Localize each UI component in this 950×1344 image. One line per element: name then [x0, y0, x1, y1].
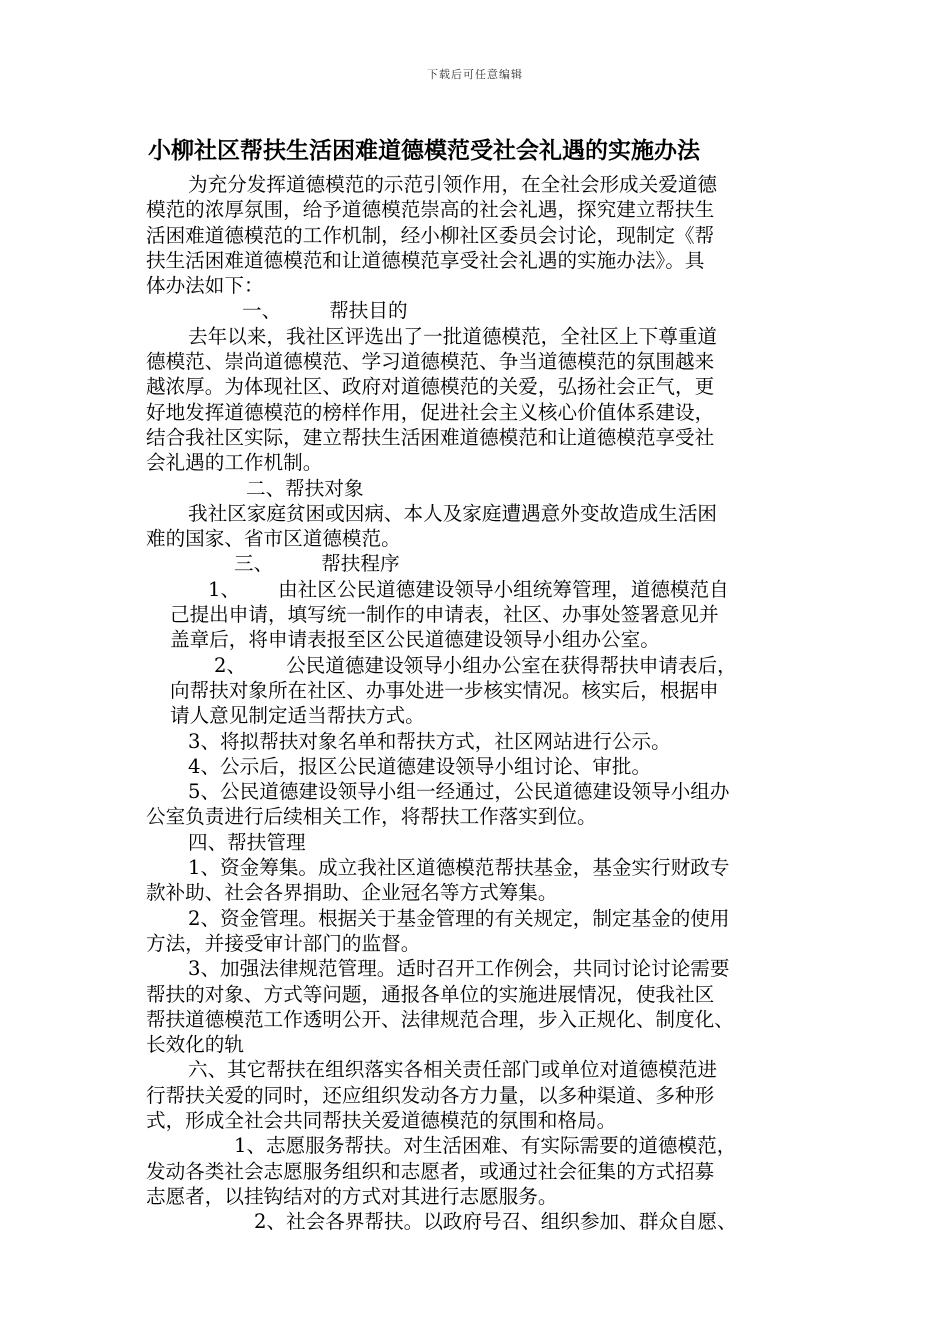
paragraph-line: 发动各类社会志愿服务组织和志愿者，或通过社会征集的方式招募: [146, 1159, 715, 1183]
list-item-line: 2、资金管理。根据关于基金管理的有关规定，制定基金的使用: [188, 906, 730, 930]
paragraph-line: 活困难道德模范的工作机制，经小柳社区委员会讨论，现制定《帮: [146, 223, 715, 247]
list-item-line: [146, 653, 818, 678]
list-item-line: 5、公民道德建设领导小组一经通过，公民道德建设领导小组办: [188, 780, 730, 804]
section-heading-3: [146, 551, 818, 576]
list-number: 1、: [208, 577, 241, 601]
section-heading-4: 四、帮扶管理: [188, 830, 306, 854]
paragraph-line: 体办法如下：: [146, 274, 264, 298]
section-number: 一、: [242, 299, 282, 323]
list-item-line: [146, 577, 818, 602]
list-item-line: 3、将拟帮扶对象名单和帮扶方式，社区网站进行公示。: [188, 729, 671, 753]
paragraph-line: 结合我社区实际，建立帮扶生活困难道德模范和让道德模范享受社: [146, 425, 715, 449]
paragraph-line: 志愿者，以挂钩结对的方式对其进行志愿服务。: [146, 1184, 558, 1208]
section-heading-2: 二、帮扶对象: [246, 476, 364, 500]
document-body: [146, 172, 818, 1234]
paragraph-line: 模范的浓厚氛围，给予道德模范崇高的社会礼遇，探究建立帮扶生: [146, 198, 715, 222]
paragraph-line: 行帮扶关爱的同时，还应组织发动各方力量，以多种渠道、多种形: [146, 1083, 715, 1107]
paragraph-line: 帮扶道德模范工作透明公开、法律规范合理，步入正规化、制度化、: [146, 1007, 734, 1031]
paragraph-line: 德模范、崇尚道德模范、学习道德模范、争当道德模范的氛围越来: [146, 350, 715, 374]
document-title: 小柳社区帮扶生活困难道德模范受社会礼遇的实施办法: [148, 138, 700, 164]
paragraph-line: 向帮扶对象所在社区、办事处进一步核实情况。核实后，根据申: [170, 678, 719, 702]
list-item-line: 2、社会各界帮扶。以政府号召、组织参加、群众自愿、: [254, 1210, 737, 1234]
paragraph-line: 难的国家、省市区道德模范。: [146, 527, 401, 551]
paragraph-line: 会礼遇的工作机制。: [146, 451, 323, 475]
paragraph-line: 方法，并接受审计部门的监督。: [146, 931, 421, 955]
section-heading-1: [146, 298, 818, 323]
list-text: 由社区公民道德建设领导小组统筹管理，道德模范自: [278, 577, 729, 601]
paragraph-line: 好地发挥道德模范的榜样作用，促进社会主义核心价值体系建设，: [146, 400, 715, 424]
paragraph-line: 长效化的轨: [146, 1033, 244, 1057]
section-title: 帮扶程序: [321, 552, 400, 576]
paragraph-line: 盖章后，将申请表报至区公民道德建设领导小组办公室。: [170, 628, 660, 652]
list-item-line: 4、公示后，报区公民道德建设领导小组讨论、审批。: [188, 754, 652, 778]
list-item-line: 1、资金筹集。成立我社区道德模范帮扶基金，基金实行财政专: [188, 856, 730, 880]
paragraph-line: 扶生活困难道德模范和让道德模范享受社会礼遇的实施办法》。具: [146, 248, 705, 272]
paragraph-line: 去年以来，我社区评选出了一批道德模范，全社区上下尊重道: [188, 324, 718, 348]
section-heading-6: 六、其它帮扶在组织落实各相关责任部门或单位对道德模范进: [188, 1058, 718, 1082]
list-item-line: 1、志愿服务帮扶。对生活困难、有实际需要的道德模范，: [234, 1134, 737, 1158]
list-text: 公民道德建设领导小组办公室在获得帮扶申请表后，: [286, 653, 737, 677]
paragraph-line: 为充分发挥道德模范的示范引领作用，在全社会形成关爱道德: [188, 173, 718, 196]
list-number: 2、: [214, 653, 247, 677]
header-note: 下载后可任意编辑: [427, 68, 523, 81]
paragraph-line: 请人意见制定适当帮扶方式。: [170, 704, 425, 728]
list-item-line: 3、加强法律规范管理。适时召开工作例会，共同讨论讨论需要: [188, 957, 730, 981]
paragraph-line: 公室负责进行后续相关工作，将帮扶工作落实到位。: [146, 805, 597, 829]
section-number: 三、: [234, 552, 274, 576]
section-title: 帮扶目的: [329, 299, 408, 323]
paragraph-line: 我社区家庭贫困或因病、本人及家庭遭遇意外变故造成生活困: [188, 501, 718, 525]
paragraph-line: 式，形成全社会共同帮扶关爱道德模范的氛围和格局。: [146, 1108, 617, 1132]
paragraph-line: 帮扶的对象、方式等问题，通报各单位的实施进展情况，使我社区: [146, 982, 715, 1006]
paragraph-line: 款补助、社会各界捐助、企业冠名等方式筹集。: [146, 881, 558, 905]
paragraph-line: 己提出申请，填写统一制作的申请表，社区、办事处签署意见并: [170, 603, 719, 627]
paragraph-line: 越浓厚。为体现社区、政府对道德模范的关爱，弘扬社会正气，更: [146, 375, 715, 399]
